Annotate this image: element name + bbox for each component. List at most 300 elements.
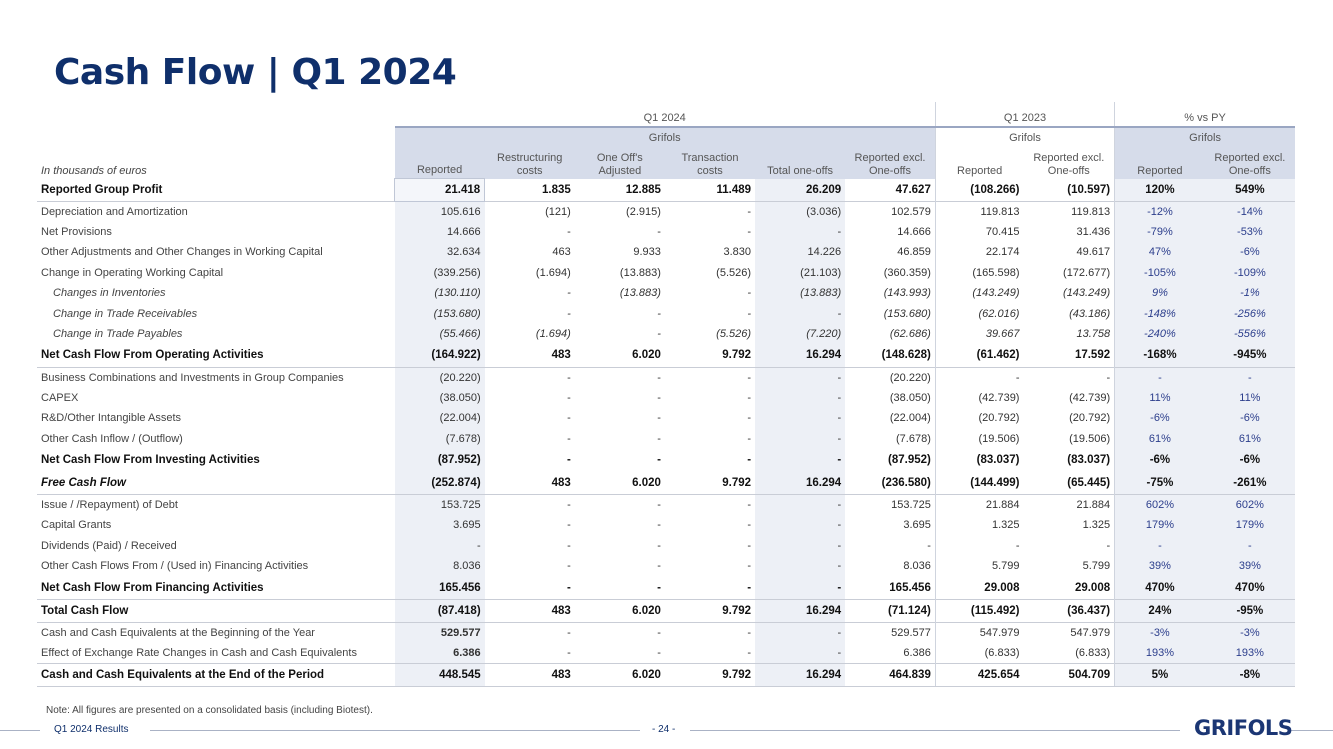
table-cell: 24% (1115, 599, 1205, 622)
table-cell: 49.617 (1076, 246, 1111, 259)
row-label: Change in Trade Payables (53, 328, 183, 341)
table-cell: - (935, 536, 1023, 556)
table-cell: 5% (1115, 663, 1205, 686)
footer-divider-left (0, 730, 40, 731)
table-cell: - (657, 646, 661, 659)
table-cell: (172.677) (1063, 266, 1111, 279)
table-row (37, 622, 1295, 642)
table-cell: 504.709 (1023, 663, 1114, 686)
footnote: Note: All figures are presented on a consolidated basis (including Biotest). (46, 705, 373, 716)
table-cell: 9.792 (665, 663, 755, 686)
table-cell: 602% (1115, 495, 1205, 515)
column-header: Reported excl. One-offs (1205, 148, 1295, 179)
table-row (37, 576, 1295, 599)
table-cell: 6.020 (632, 349, 661, 362)
table-cell: (13.883) (619, 266, 661, 279)
table-cell: (55.466) (395, 324, 485, 344)
company-label-q1-2024: Grifols (395, 127, 936, 148)
table-cell: (143.993) (883, 287, 931, 300)
table-cell: 21.884 (935, 495, 1023, 515)
table-cell: 3.830 (723, 246, 752, 259)
table-cell: - (395, 536, 485, 556)
row-label: Total Cash Flow (37, 599, 395, 622)
table-cell: -168% (1115, 344, 1205, 367)
table-cell: -1% (1205, 283, 1295, 303)
table-cell: - (567, 560, 571, 573)
table-cell: - (747, 454, 752, 467)
table-cell: - (747, 307, 752, 320)
table-cell: (83.037) (935, 449, 1023, 472)
table-cell: - (755, 622, 845, 642)
table-cell: (87.418) (395, 599, 485, 622)
table-cell: - (567, 307, 571, 320)
footer-divider-mid-right (690, 730, 1180, 731)
header-empty (37, 102, 395, 127)
table-cell: (143.249) (935, 283, 1023, 303)
table-cell: 29.008 (1074, 581, 1111, 594)
table-cell: (3.036) (755, 202, 845, 222)
table-cell: - (657, 432, 661, 445)
table-cell: -14% (1205, 202, 1295, 222)
column-header: Total one-offs (755, 148, 845, 179)
table-cell: - (567, 432, 571, 445)
table-cell: (13.883) (755, 283, 845, 303)
table-cell: - (657, 412, 661, 425)
table-cell: - (755, 643, 845, 663)
table-cell: - (1106, 539, 1111, 552)
footer-divider-mid-left (150, 730, 640, 731)
column-header: Reported excl. One-offs (1033, 151, 1105, 177)
table-cell: (20.220) (395, 367, 485, 387)
row-label: CAPEX (41, 391, 79, 404)
table-cell: (42.739) (1069, 391, 1111, 404)
table-cell: (153.680) (395, 303, 485, 323)
table-cell: (20.792) (1069, 412, 1111, 425)
row-label: Cash and Cash Equivalents at the Beginning of the Year (37, 622, 395, 642)
table-cell: 425.654 (935, 663, 1023, 686)
row-label: Changes in Inventories (53, 287, 166, 300)
table-cell: - (755, 576, 845, 599)
row-label: Reported Group Profit (41, 183, 163, 196)
row-label: Business Combinations and Investments in Group Companies (37, 367, 395, 387)
table-cell: -556% (1205, 324, 1295, 344)
table-cell: 483 (485, 663, 575, 686)
row-label: Change in Operating Working Capital (41, 266, 224, 279)
table-cell: 39% (1115, 556, 1205, 576)
table-cell: (165.598) (935, 263, 1023, 283)
table-cell: (130.110) (395, 283, 485, 303)
table-cell: (83.037) (1067, 454, 1111, 467)
table-cell: (38.050) (395, 388, 485, 408)
row-label: Net Cash Flow From Investing Activities (41, 454, 260, 467)
table-row (37, 408, 1295, 428)
table-cell: 483 (485, 599, 575, 622)
table-cell: 16.294 (755, 663, 845, 686)
table-cell: - (567, 412, 571, 425)
table-cell: - (747, 412, 752, 425)
table-cell: - (657, 560, 661, 573)
table-cell: 39% (1205, 556, 1295, 576)
table-cell: 165.456 (889, 581, 931, 594)
table-cell: -6% (1205, 408, 1295, 428)
table-cell: 9.792 (722, 477, 752, 490)
table-cell: - (927, 539, 931, 552)
table-cell: (19.506) (935, 428, 1023, 448)
table-cell: (121) (485, 202, 575, 222)
table-cell: - (747, 539, 752, 552)
table-cell: - (485, 495, 575, 515)
row-label: Other Adjustments and Other Changes in Working Capital (41, 246, 323, 259)
table-cell: - (567, 287, 571, 300)
table-cell: 153.725 (395, 495, 485, 515)
table-cell: 32.634 (395, 242, 485, 262)
grifols-logo: GRIFOLS (1194, 716, 1293, 740)
table-cell: - (747, 287, 752, 300)
table-cell: - (755, 495, 845, 515)
table-cell: (87.952) (888, 454, 931, 467)
table-cell: -109% (1205, 263, 1295, 283)
table-row (37, 303, 1295, 323)
table-body (37, 179, 1295, 687)
table-cell: (1.694) (535, 266, 571, 279)
table-cell: 29.008 (935, 576, 1023, 599)
table-cell: 549% (1205, 179, 1295, 202)
table-cell: (360.359) (883, 266, 931, 279)
row-label: Cash and Cash Equivalents at the End of the Period (37, 663, 395, 686)
table-cell: 119.813 (1023, 202, 1114, 222)
table-cell: 31.436 (1076, 226, 1111, 239)
table-cell: - (657, 581, 661, 594)
table-cell: -148% (1115, 303, 1205, 323)
table-cell: (115.492) (935, 599, 1023, 622)
table-cell: 12.885 (625, 183, 661, 196)
column-header: Reported (1115, 148, 1205, 179)
table-cell: 14.666 (395, 222, 485, 242)
table-cell: - (566, 454, 571, 467)
column-header: One Off's Adjusted (575, 148, 665, 179)
table-cell: (7.220) (755, 324, 845, 344)
table-cell: 21.418 (395, 179, 485, 202)
column-header: Reported (935, 148, 1023, 179)
table-cell: 9.933 (633, 246, 661, 259)
table-cell: 47.627 (895, 183, 931, 196)
table-cell: (20.792) (935, 408, 1023, 428)
table-cell: 14.226 (755, 242, 845, 262)
column-header: Transaction costs (665, 148, 755, 179)
table-cell: -256% (1205, 303, 1295, 323)
table-cell: 70.415 (935, 222, 1023, 242)
table-cell: -6% (1205, 449, 1295, 472)
table-cell: 13.758 (1076, 328, 1111, 341)
page-title: Cash Flow | Q1 2024 (54, 52, 457, 93)
table-cell: 9.792 (665, 599, 755, 622)
table-cell: - (575, 622, 665, 642)
period-q1-2024: Q1 2024 (395, 102, 936, 127)
table-cell: (252.874) (395, 472, 485, 495)
table-cell: 6.386 (395, 643, 485, 663)
table-cell: - (755, 556, 845, 576)
table-cell: (21.103) (755, 263, 845, 283)
table-cell: 46.859 (897, 246, 931, 259)
page-number: - 24 - (652, 724, 676, 735)
table-cell: - (657, 391, 661, 404)
row-label: Net Cash Flow From Operating Activities (41, 349, 264, 362)
footer-report-name: Q1 2024 Results (54, 724, 129, 735)
table-cell: 9% (1115, 283, 1205, 303)
table-cell: -3% (1205, 622, 1295, 642)
table-cell: - (1023, 367, 1114, 387)
table-cell: (6.833) (935, 643, 1023, 663)
table-cell: - (566, 581, 571, 594)
table-cell: (164.922) (395, 344, 485, 367)
table-row (37, 536, 1295, 556)
table-cell: - (747, 432, 752, 445)
table-cell: 5.799 (935, 556, 1023, 576)
table-cell: - (567, 539, 571, 552)
table-cell: - (747, 646, 752, 659)
cash-flow-table-container (37, 102, 1295, 687)
company-label-q1-2023: Grifols (935, 127, 1114, 148)
table-cell: - (657, 307, 661, 320)
table-cell: (22.004) (395, 408, 485, 428)
table-row (37, 515, 1295, 535)
units-label: In thousands of euros (41, 164, 147, 177)
table-cell: 179% (1115, 515, 1205, 535)
table-cell: 11% (1205, 388, 1295, 408)
table-cell: 119.813 (935, 202, 1023, 222)
table-cell: -261% (1205, 472, 1295, 495)
table-cell: - (755, 222, 845, 242)
table-cell: - (665, 495, 755, 515)
table-cell: 602% (1205, 495, 1295, 515)
table-cell: 5.799 (1082, 560, 1111, 573)
table-cell: -6% (1115, 449, 1205, 472)
table-cell: - (575, 367, 665, 387)
table-cell: 16.294 (755, 472, 845, 495)
table-cell: (43.186) (1069, 307, 1111, 320)
table-cell: 6.020 (575, 599, 665, 622)
table-cell: 39.667 (935, 324, 1023, 344)
table-row (37, 283, 1295, 303)
table-cell: - (747, 560, 752, 573)
table-cell: 11.489 (716, 183, 752, 196)
table-cell: 547.979 (1023, 622, 1114, 642)
table-cell: (7.678) (896, 432, 931, 445)
table-cell: (87.952) (395, 449, 485, 472)
table-cell: (61.462) (935, 344, 1023, 367)
table-cell: - (1115, 367, 1205, 387)
table-cell: - (485, 367, 575, 387)
table-cell: 120% (1115, 179, 1205, 202)
column-header: Restructuring costs (485, 148, 575, 179)
table-cell: -8% (1205, 663, 1295, 686)
table-cell: (6.833) (1075, 646, 1111, 659)
table-cell: 463 (552, 246, 571, 259)
table-cell: (13.883) (619, 287, 661, 300)
table-cell: 8.036 (395, 556, 485, 576)
table-cell: -945% (1205, 344, 1295, 367)
table-cell: 193% (1115, 643, 1205, 663)
table-row (37, 599, 1295, 622)
table-cell: 26.209 (755, 179, 845, 202)
table-row (37, 179, 1295, 202)
table-cell: -6% (1205, 242, 1295, 262)
table-cell: - (747, 391, 752, 404)
table-cell: 464.839 (845, 663, 935, 686)
row-label: Capital Grants (41, 519, 112, 532)
table-cell: (38.050) (889, 391, 931, 404)
period-q1-2023: Q1 2023 (935, 102, 1114, 127)
table-row (37, 495, 1295, 515)
row-label: Other Cash Flows From / (Used in) Financing Activities (41, 560, 309, 573)
table-cell: 21.884 (1023, 495, 1114, 515)
table-cell: - (665, 202, 755, 222)
table-cell: -75% (1115, 472, 1205, 495)
table-cell: - (657, 539, 661, 552)
table-cell: - (657, 454, 661, 467)
table-cell: -105% (1115, 263, 1205, 283)
table-cell: - (1205, 536, 1295, 556)
table-row (37, 344, 1295, 367)
row-label: Depreciation and Amortization (37, 202, 395, 222)
table-cell: - (755, 303, 845, 323)
table-cell: -3% (1115, 622, 1205, 642)
table-cell: (5.526) (716, 266, 752, 279)
table-row (37, 663, 1295, 686)
table-cell: (148.628) (881, 349, 931, 362)
table-cell: 105.616 (395, 202, 485, 222)
table-cell: - (657, 226, 661, 239)
table-cell: - (567, 226, 571, 239)
table-row (37, 388, 1295, 408)
table-cell: 483 (551, 349, 571, 362)
table-cell: - (575, 495, 665, 515)
table-row (37, 472, 1295, 495)
row-label: Issue / /Repayment) of Debt (37, 495, 395, 515)
row-label: Other Cash Inflow / (Outflow) (41, 432, 183, 445)
table-cell: -240% (1115, 324, 1205, 344)
table-cell: - (1205, 367, 1295, 387)
table-row (37, 428, 1295, 448)
table-row (37, 367, 1295, 387)
table-row (37, 263, 1295, 283)
table-cell: 153.725 (845, 495, 935, 515)
table-cell: 47% (1115, 242, 1205, 262)
table-row (37, 449, 1295, 472)
table-cell: (42.739) (935, 388, 1023, 408)
table-cell: (144.499) (935, 472, 1023, 495)
table-cell: 529.577 (395, 622, 485, 642)
row-label: Change in Trade Receivables (53, 307, 198, 320)
table-cell: - (755, 449, 845, 472)
table-cell: -53% (1205, 222, 1295, 242)
table-cell: (62.016) (935, 303, 1023, 323)
table-row (37, 202, 1295, 222)
table-cell: -95% (1205, 599, 1295, 622)
table-cell: - (755, 367, 845, 387)
table-cell: 61% (1115, 428, 1205, 448)
table-cell: (5.526) (716, 328, 752, 341)
table-cell: - (567, 391, 571, 404)
table-cell: -6% (1115, 408, 1205, 428)
table-cell: (339.256) (395, 263, 485, 283)
table-cell: (10.597) (1067, 183, 1111, 196)
table-cell: 6.020 (575, 663, 665, 686)
table-cell: (36.437) (1023, 599, 1114, 622)
period-vs-py: % vs PY (1115, 102, 1295, 127)
table-cell: (143.249) (1063, 287, 1111, 300)
table-cell: - (747, 226, 752, 239)
row-label: Net Cash Flow From Financing Activities (41, 581, 264, 594)
table-cell: - (755, 536, 845, 556)
table-cell: 61% (1205, 428, 1295, 448)
table-row (37, 556, 1295, 576)
company-label-vs-py: Grifols (1115, 127, 1295, 148)
table-cell: - (1115, 536, 1205, 556)
table-cell: (7.678) (395, 428, 485, 448)
table-cell: -12% (1115, 202, 1205, 222)
table-cell: - (755, 515, 845, 535)
table-cell: - (665, 622, 755, 642)
table-cell: - (567, 519, 571, 532)
table-cell: 14.666 (897, 226, 931, 239)
row-label: R&D/Other Intangible Assets (41, 412, 182, 425)
table-row (37, 222, 1295, 242)
table-row (37, 242, 1295, 262)
table-row (37, 324, 1295, 344)
table-cell: 1.325 (935, 515, 1023, 535)
row-label: Dividends (Paid) / Received (41, 539, 177, 552)
table-cell: - (755, 388, 845, 408)
column-header: Reported (395, 148, 485, 179)
table-cell: 17.592 (1074, 349, 1111, 362)
table-cell: 8.036 (903, 560, 931, 573)
table-cell: (2.915) (575, 202, 665, 222)
table-cell: 165.456 (395, 576, 485, 599)
footer-divider-right (1290, 730, 1333, 731)
row-label: Free Cash Flow (41, 477, 126, 490)
column-header: Reported excl. One-offs (845, 148, 935, 179)
table-cell: (22.004) (889, 412, 931, 425)
row-label: Net Provisions (41, 226, 112, 239)
table-cell: - (935, 367, 1023, 387)
table-cell: 547.979 (935, 622, 1023, 642)
table-cell: 1.835 (542, 183, 571, 196)
table-cell: 483 (551, 477, 571, 490)
table-cell: 529.577 (845, 622, 935, 642)
table-cell: 11% (1115, 388, 1205, 408)
table-cell: (71.124) (845, 599, 935, 622)
table-cell: 448.545 (395, 663, 485, 686)
table-cell: 16.294 (755, 344, 845, 367)
cash-flow-table (37, 102, 1295, 687)
table-cell: (62.686) (889, 328, 931, 341)
table-cell: 6.386 (903, 646, 931, 659)
table-cell: - (657, 328, 661, 341)
table-cell: 3.695 (903, 519, 931, 532)
table-cell: (1.694) (535, 328, 571, 341)
table-cell: 16.294 (755, 599, 845, 622)
table-cell: 470% (1115, 576, 1205, 599)
table-cell: - (747, 581, 752, 594)
table-cell: 6.020 (632, 477, 661, 490)
row-label: Effect of Exchange Rate Changes in Cash and Cash Equivalents (41, 646, 357, 659)
table-cell: (19.506) (1069, 432, 1111, 445)
table-cell: (153.680) (883, 307, 931, 320)
table-cell: 179% (1205, 515, 1295, 535)
table-cell: -79% (1115, 222, 1205, 242)
table-cell: - (485, 622, 575, 642)
